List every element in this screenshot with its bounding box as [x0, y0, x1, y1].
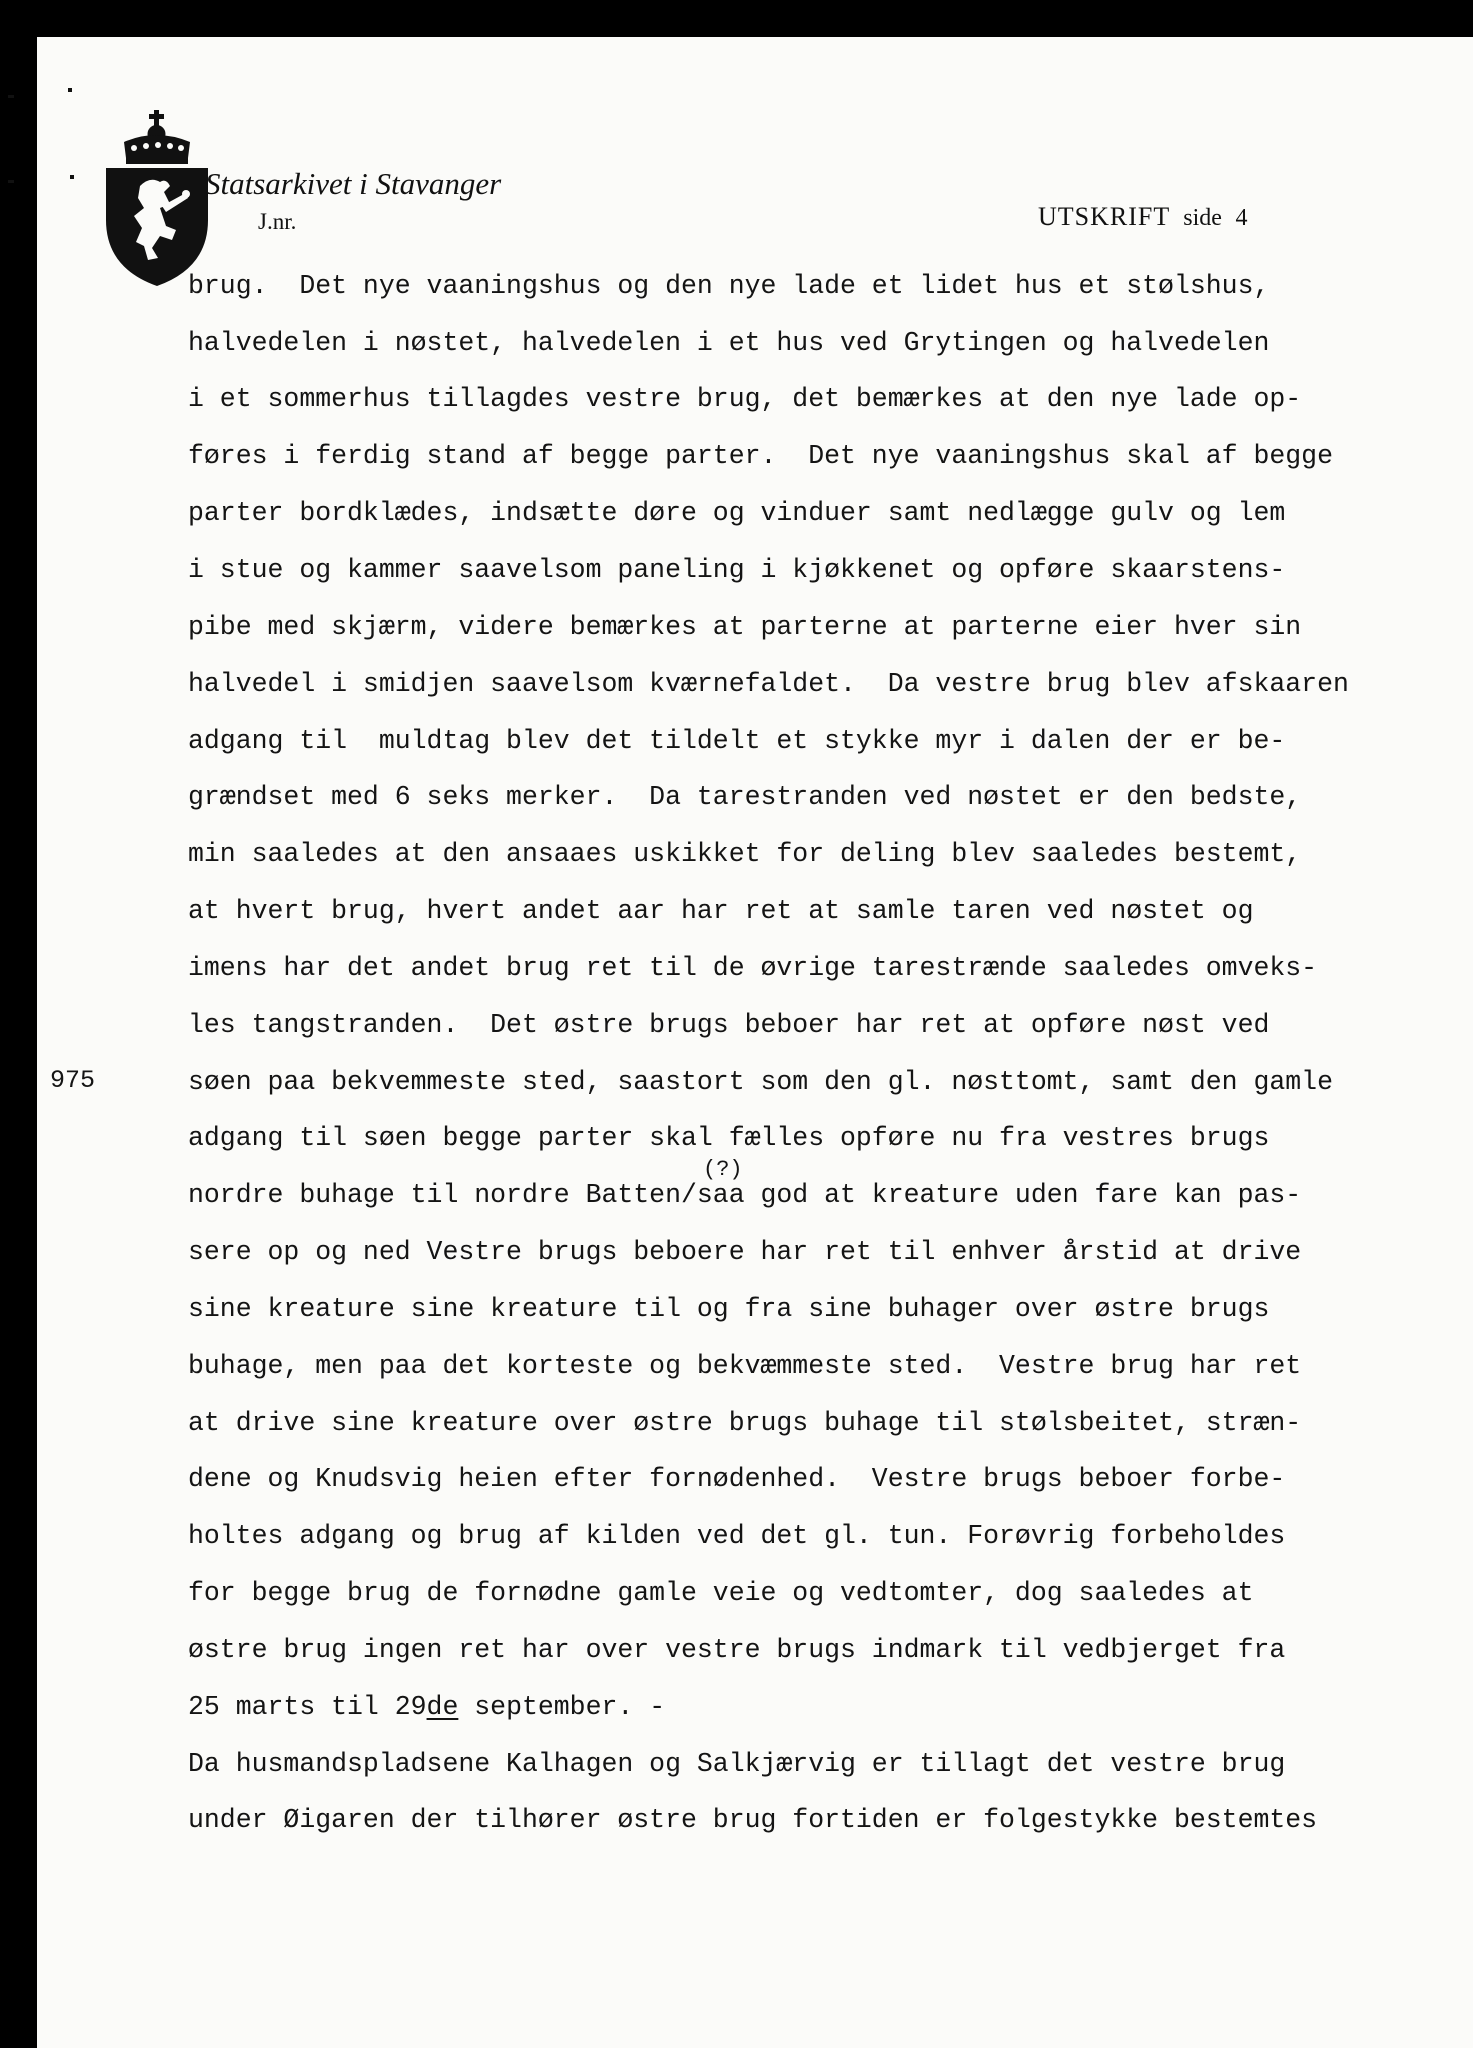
- text-line: nordre buhage til nordre Batten/saa god at kreature uden fare kan pas-: [188, 1180, 1302, 1210]
- text-line: adgang til muldtag blev det tildelt et stykke myr i dalen der er be-: [188, 726, 1286, 756]
- margin-line-number: 975: [50, 1066, 96, 1095]
- scan-mark: [70, 175, 74, 179]
- side-label: side: [1183, 205, 1222, 231]
- text-line: pibe med skjærm, videre bemærkes at parterne at parterne eier hver sin: [188, 612, 1302, 642]
- text-line: sere op og ned Vestre brugs beboere har ret til enhver årstid at drive: [188, 1237, 1302, 1267]
- text-line: [188, 1691, 665, 1723]
- text-line: Da husmandspladsene Kalhagen og Salkjærvig er tillagt det vestre brug: [188, 1749, 1286, 1779]
- scan-mark: [8, 180, 14, 183]
- text-line: holtes adgang og brug af kilden ved det gl. tun. Forøvrig forbeholdes: [188, 1521, 1286, 1551]
- text-line: for begge brug de fornødne gamle veie og vedtomter, dog saaledes at: [188, 1578, 1254, 1608]
- text-line: brug. Det nye vaaningshus og den nye lade et lidet hus et stølshus,: [188, 271, 1270, 301]
- underlined-suffix: de: [426, 1692, 459, 1722]
- text-line: at hvert brug, hvert andet aar har ret at samle taren ved nøstet og: [188, 896, 1254, 926]
- text-line: sine kreature sine kreature til og fra sine buhager over østre brugs: [188, 1294, 1270, 1324]
- text-line: buhage, men paa det korteste og bekvæmmeste sted. Vestre brug har ret: [188, 1351, 1302, 1381]
- insertion-question-mark: (?): [703, 1157, 743, 1182]
- text-line: adgang til søen begge parter skal fælles opføre nu fra vestres brugs: [188, 1123, 1270, 1153]
- text-line: i et sommerhus tillagdes vestre brug, det bemærkes at den nye lade op-: [188, 384, 1302, 414]
- page-header-right: [1038, 202, 1247, 232]
- text-line: imens har det andet brug ret til de øvrige tarestrænde saaledes omveks-: [188, 953, 1318, 983]
- coat-of-arms-icon: [100, 108, 214, 290]
- text-line: min saaledes at den ansaaes uskikket for deling blev saaledes bestemt,: [188, 839, 1302, 869]
- text-line: under Øigaren der tilhører østre brug fortiden er folgestykke bestemtes: [188, 1805, 1318, 1835]
- utskrift-label: UTSKRIFT: [1038, 202, 1170, 231]
- scan-mark: [8, 95, 14, 98]
- text-line: i stue og kammer saavelsom paneling i kjøkkenet og opføre skaarstens-: [188, 555, 1286, 585]
- archive-name: Statsarkivet i Stavanger: [205, 166, 502, 201]
- text-line: østre brug ingen ret har over vestre brugs indmark til vedbjerget fra: [188, 1635, 1286, 1665]
- journal-number-label: J.nr.: [258, 209, 297, 234]
- text-line: søen paa bekvemmeste sted, saastort som den gl. nøsttomt, samt den gamle: [188, 1067, 1333, 1097]
- text-segment: september. -: [458, 1692, 666, 1722]
- text-line: dene og Knudsvig heien efter fornødenhed. Vestre brugs beboer forbe-: [188, 1464, 1286, 1494]
- page-number: 4: [1235, 205, 1248, 231]
- scan-mark: [68, 88, 72, 92]
- text-line: parter bordklædes, indsætte døre og vinduer samt nedlægge gulv og lem: [188, 498, 1286, 528]
- text-segment: 25 marts til 29: [188, 1692, 427, 1722]
- text-line: at drive sine kreature over østre brugs buhage til stølsbeitet, stræn-: [188, 1408, 1302, 1438]
- text-line: les tangstranden. Det østre brugs beboer har ret at opføre nøst ved: [188, 1010, 1270, 1040]
- text-line: halvedel i smidjen saavelsom kværnefaldet. Da vestre brug blev afskaaren: [188, 669, 1349, 699]
- text-line: føres i ferdig stand af begge parter. Det nye vaaningshus skal af begge: [188, 441, 1333, 471]
- text-line: halvedelen i nøstet, halvedelen i et hus ved Grytingen og halvedelen: [188, 328, 1270, 358]
- text-line: grændset med 6 seks merker. Da tarestranden ved nøstet er den bedste,: [188, 782, 1302, 812]
